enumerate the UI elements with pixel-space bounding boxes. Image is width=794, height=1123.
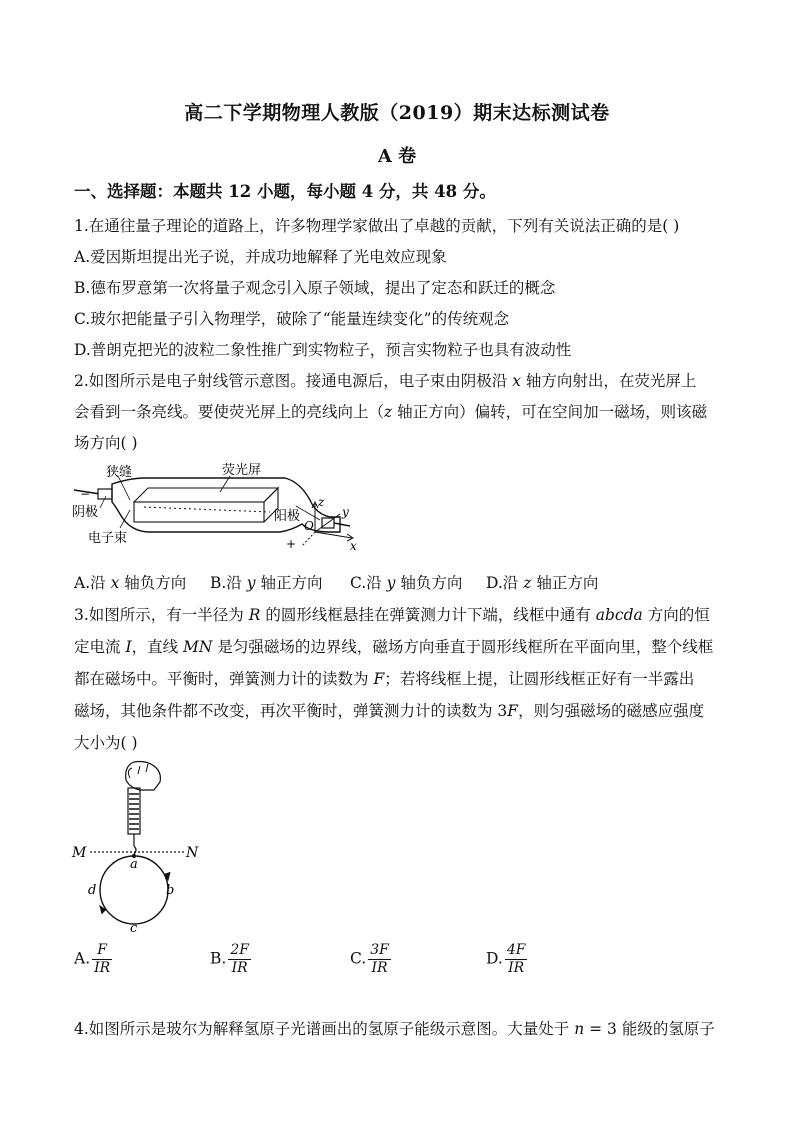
label-a: a bbox=[130, 857, 138, 872]
q2-option-c: C.沿 y 轴负方向 bbox=[350, 574, 463, 592]
q3-option-b: B. $\frac{2F}{IR}$ bbox=[210, 942, 249, 976]
q2-option-a: A.沿 x 轴负方向 bbox=[74, 574, 187, 592]
axis-y-label: y bbox=[342, 505, 349, 519]
label-minus: − bbox=[80, 487, 91, 501]
label-M: M bbox=[72, 845, 87, 861]
q1-option-d: D.普朗克把光的波粒二象性推广到实物粒子，预言实物粒子也具有波动性 bbox=[74, 341, 572, 359]
label-beam: 电子束 bbox=[88, 531, 128, 546]
q3-stem-line1: 3.如图所示，有一半径为 R 的圆形线框悬挂在弹簧测力计下端，线框中通有 abcda 方向的恒 bbox=[74, 606, 710, 624]
page-subtitle: A 卷 bbox=[377, 146, 417, 167]
q3-stem-line5: 大小为( ) bbox=[74, 734, 138, 752]
section-heading: 一、选择题：本题共 12 小题，每小题 4 分，共 48 分。 bbox=[74, 182, 496, 201]
label-c: c bbox=[130, 921, 138, 932]
q1-stem: 1.在通往量子理论的道路上，许多物理学家做出了卓越的贡献，下列有关说法正确的是( ) bbox=[74, 217, 680, 235]
q1-option-b: B.德布罗意第一次将量子观念引入原子领域，提出了定态和跃迁的概念 bbox=[74, 279, 556, 297]
label-slit: 狭缝 bbox=[106, 465, 133, 480]
q2-stem-line2: 会看到一条亮线。要使荧光屏上的亮线向上（z 轴正方向）偏转，可在空间加一磁场，则该磁 bbox=[74, 403, 708, 421]
label-plus: + bbox=[286, 537, 297, 551]
label-anode: 阳极 bbox=[274, 509, 301, 524]
cathode-ray-tube-figure bbox=[70, 462, 370, 562]
q2-options bbox=[74, 571, 714, 591]
q4-stem-line1: 4.如图所示是玻尔为解释氢原子光谱画出的氢原子能级示意图。大量处于 n = 3 能级的氢原子 bbox=[74, 1020, 715, 1038]
q3-option-a: A. $\frac{F}{IR}$ bbox=[74, 942, 111, 976]
label-b: b bbox=[166, 883, 175, 898]
q2-option-b: B.沿 y 轴正方向 bbox=[210, 574, 323, 592]
q3-options bbox=[74, 942, 714, 982]
spring-scale-loop-figure bbox=[68, 760, 218, 932]
q3-option-d: D. $\frac{4F}{IR}$ bbox=[486, 942, 526, 976]
q1-option-a: A.爱因斯坦提出光子说，并成功地解释了光电效应现象 bbox=[74, 248, 447, 266]
q3-stem-line3: 都在磁场中。平衡时，弹簧测力计的读数为 F；若将线框上提，让圆形线框正好有一半露出 bbox=[74, 670, 695, 688]
label-d: d bbox=[88, 883, 97, 898]
q3-stem-line2: 定电流 I，直线 MN 是匀强磁场的边界线，磁场方向垂直于圆形线框所在平面向里，整个线框 bbox=[74, 638, 714, 656]
q2-stem-line1: 2.如图所示是电子射线管示意图。接通电源后，电子束由阴极沿 x 轴方向射出，在荧光屏上 bbox=[74, 372, 697, 390]
axis-origin-label: O bbox=[304, 519, 314, 533]
q2-option-d: D.沿 z 轴正方向 bbox=[486, 574, 599, 592]
q3-stem-line4: 磁场，其他条件都不改变，再次平衡时，弹簧测力计的读数为 3F，则匀强磁场的磁感应强度 bbox=[74, 702, 705, 720]
axis-x-label: x bbox=[350, 539, 357, 553]
label-N: N bbox=[186, 845, 199, 861]
page-title: 高二下学期物理人教版（2019）期末达标测试卷 bbox=[184, 102, 610, 124]
label-cathode: 阴极 bbox=[72, 505, 99, 520]
label-screen: 荧光屏 bbox=[222, 463, 262, 478]
q1-option-c: C.玻尔把能量子引入物理学，破除了“能量连续变化”的传统观念 bbox=[74, 310, 510, 328]
axis-z-label: z bbox=[318, 495, 325, 509]
q2-stem-line3: 场方向( ) bbox=[74, 434, 138, 452]
q3-option-c: C. $\frac{3F}{IR}$ bbox=[350, 942, 389, 976]
